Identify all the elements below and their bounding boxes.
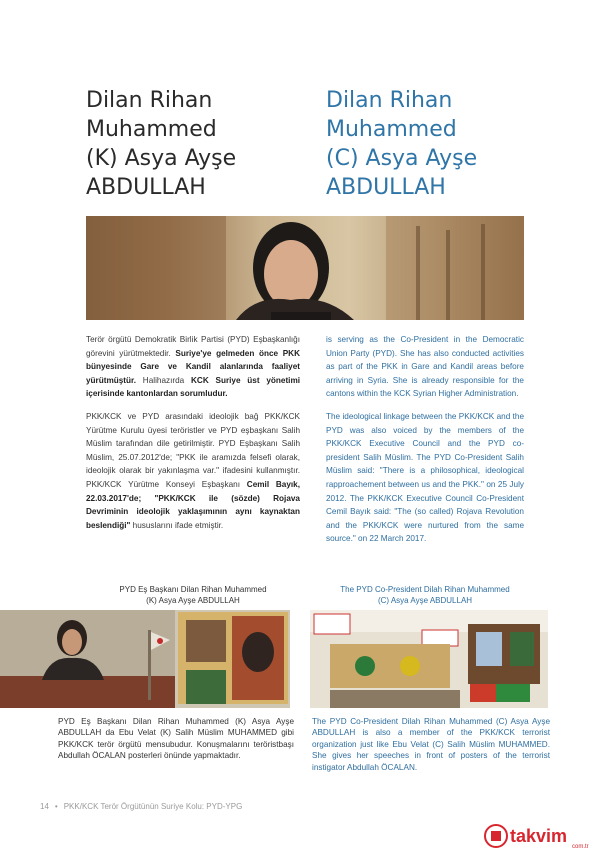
heading-en-line: ABDULLAH (326, 175, 446, 200)
text-run: hususlarını ifade etmiştir. (130, 520, 224, 530)
text-run: Halihazırda (136, 375, 191, 385)
takvim-logo-mark (482, 820, 594, 852)
body-text-en (326, 333, 524, 555)
text-run-bold: Suriye'ye gelmeden önce PKK bünyesinde Gare ve Kandil alanlarında faaliyet yürütmüştür. (86, 348, 300, 385)
portrait-photo-art (86, 216, 524, 320)
heading-tr (86, 86, 296, 202)
heading-tr-line: Muhammed (86, 117, 217, 142)
heading-en-line: Muhammed (326, 117, 457, 142)
caption-line: The PYD Co-President Dilah Rihan Muhammed (340, 585, 510, 594)
body-text-tr (86, 333, 300, 541)
caption-line: (C) Asya Ayşe ABDULLAH (377, 596, 473, 605)
caption-line: PYD Eş Başkanı Dilan Rihan Muhammed (119, 585, 267, 594)
speech-photo-right-art (310, 610, 548, 708)
photo-description-en: The PYD Co-President Dilah Rihan Muhammed (C) Asya Ayşe ABDULLAH is also a member of the PKK/KCK terrorist organization just like Ebu Velat (C) Salih Müslim MUHAMMED. She gives her speeches in front of posters of the terrorist instigator Abdullah ÖCALAN. (312, 717, 550, 772)
speech-photo-right (310, 610, 548, 708)
brand-name: takvim (510, 826, 568, 846)
brand-suffix: com.tr (572, 844, 589, 850)
text-run: Terör örgütü Demokratik Birlik Partisi (PYD) Eşbaşkanlığı görevini yürütmektedir. (86, 335, 300, 358)
page-footer (40, 802, 242, 811)
portrait-photo (86, 216, 524, 320)
body-tr-paragraph-1 (86, 333, 300, 401)
photo-description-tr: PYD Eş Başkanı Dilan Rihan Muhammed (K) Asya Ayşe ABDULLAH da Ebu Velat (K) Salih Müslim MUHAMMED gibi PKK/KCK terör örgütü mensubudur. Konuşmalarını teröristbaşı Abdullah ÖCALAN posterleri önünde yapmaktadır. (58, 717, 294, 761)
text-run-bold: KCK Suriye üst yönetimi içerisinde kantonlardan sorumludur. (86, 375, 301, 399)
caption-line: (K) Asya Ayşe ABDULLAH (146, 596, 240, 605)
speech-photo-left-art (0, 610, 290, 708)
speech-photo-left (0, 610, 290, 708)
body-en-paragraph-2: The ideological linkage between the PKK/KCK and the PYD was also voiced by the members of the PKK/KCK Executive Council and the PYD co-president Salih Müslim. The PYD Co-President Salih Müslim said: "There is a philosophical, ideological rapproachement between us and the PKK." on 25 July 2012. The PKK/KCK Executive Council Co-President Cemil Bayık said: "The (so called) Rojava Revolution and the PKK/KCK were nurtured from the same source." on 22 March 2017. (326, 411, 524, 544)
heading-tr-line: ABDULLAH (86, 175, 206, 200)
text-run-bold: Cemil Bayık, 22.03.2017'de; "PKK/KCK ile (sözde) Rojava Devriminin ideolojik yaklaşımının aynı kaynaktan beslendiği" (86, 479, 300, 530)
heading-en-line: Dilan Rihan (326, 88, 453, 113)
heading-tr-line: (K) Asya Ayşe (86, 146, 237, 171)
body-en-paragraph-1: is serving as the Co-President in the Democratic Union Party (PYD). She has also conducted activities as part of the PKK in Gare and Kandil areas before arriving in Syria. She is already responsible for the cantons within the KCK Syrian Higher Administration. (326, 335, 524, 399)
heading-en-line: (C) Asya Ayşe (326, 146, 478, 171)
page-number: 14 (40, 802, 49, 811)
text-run: PKK/KCK ve PYD arasındaki ideolojik bağ PKK/KCK Yürütme Kurulu üyesi teröristler ve PYD eşbaşkanı Salih Müslim tarafından dile getirilmiştir. PYD Eşbaşkanı Salih Müslim, 25.07.2012'de; "PKK ile aramızda felsefi olarak, ideolojik olarak bir yakınlaşma var." ifadesini kullanmıştır. PKK/KCK Yürütme Konseyi Eşbaşkanı (86, 411, 300, 489)
heading-en (326, 86, 546, 202)
takvim-logo (482, 820, 594, 852)
footer-title: PKK/KCK Terör Örgütünün Suriye Kolu: PYD-YPG (63, 802, 243, 811)
body-tr-paragraph-2 (86, 410, 300, 532)
footer-separator: • (54, 802, 58, 811)
photo-caption-tr (86, 584, 300, 606)
heading-tr-line: Dilan Rihan (86, 88, 213, 113)
photo-caption-en (326, 584, 524, 606)
